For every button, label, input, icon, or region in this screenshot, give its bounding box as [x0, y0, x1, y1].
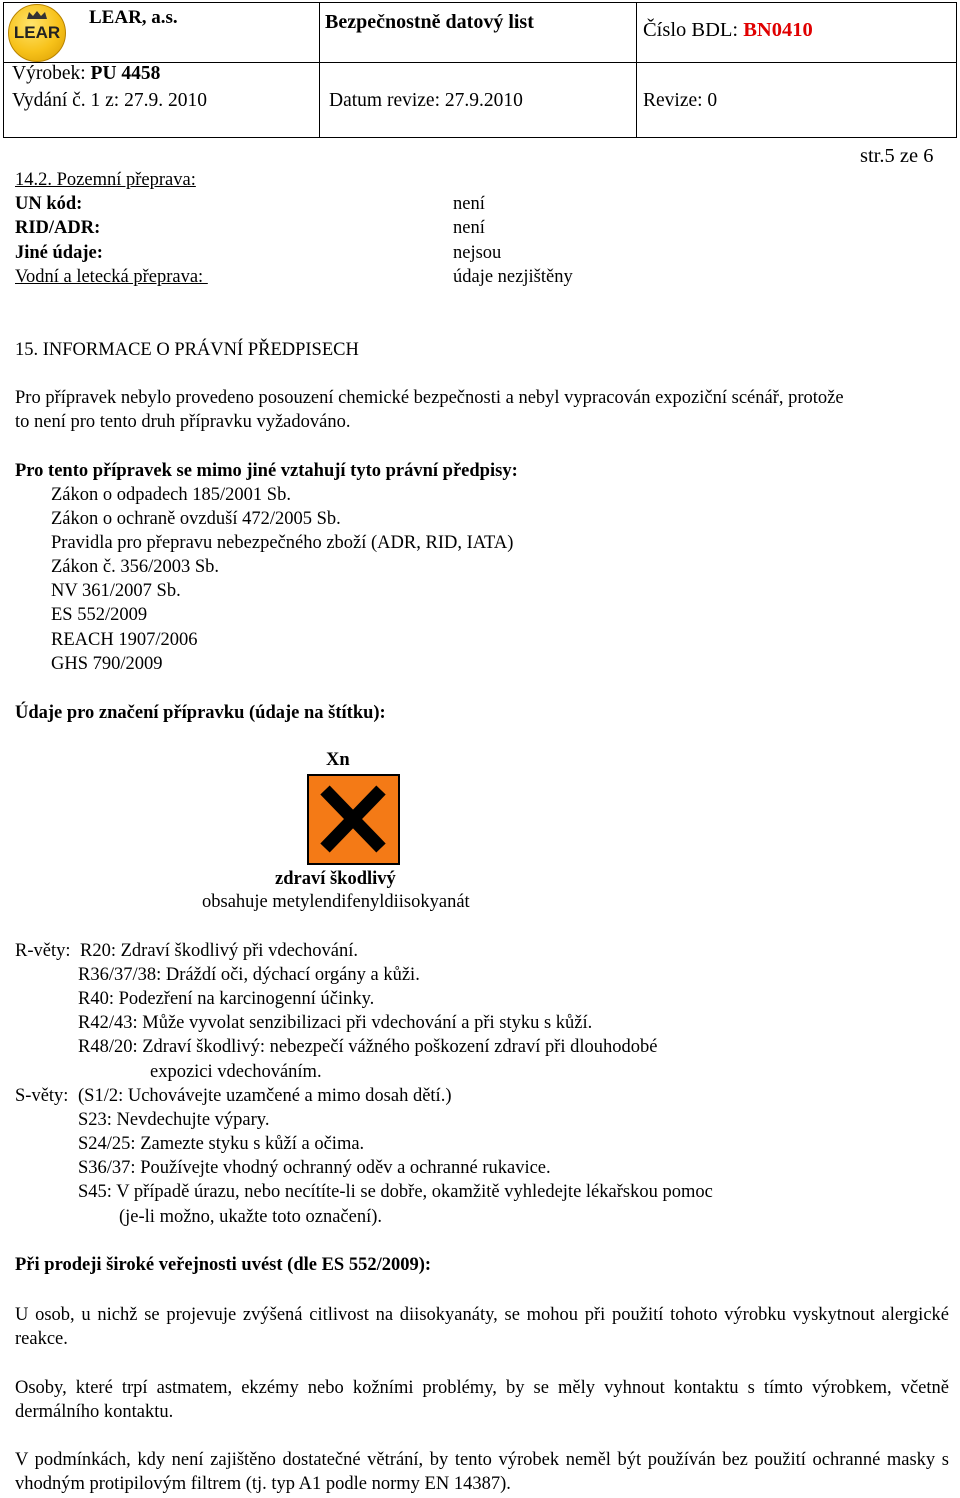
revision-date: Datum revize: 27.9.2010	[329, 90, 523, 111]
product-line	[12, 63, 160, 85]
row-value: není	[453, 218, 485, 238]
r-phrase: R42/43: Může vyvolat senzibilizaci při vdechování a při styku s kůží.	[78, 1013, 593, 1033]
product-label: Výrobek:	[12, 63, 91, 84]
cross-icon	[309, 776, 397, 862]
bdl-value: BN0410	[743, 19, 813, 41]
bdl-label: Číslo BDL:	[643, 19, 744, 41]
contains-text: obsahuje metylendifenyldiisokyanát	[202, 892, 470, 912]
s-phrase: (je-li možno, ukažte toto označení).	[119, 1207, 383, 1227]
intro-line: to není pro tento druh přípravku vyžadováno.	[15, 412, 351, 432]
r-phrase: R20: Zdraví škodlivý při vdechování.	[80, 941, 358, 961]
company-logo	[8, 4, 66, 62]
label-data-heading: Údaje pro značení přípravku (údaje na štítku):	[15, 703, 386, 723]
row-label: RID/ADR:	[15, 218, 101, 238]
company-name: LEAR, a.s.	[89, 7, 178, 28]
public-sale-paragraph: Osoby, které trpí astmatem, ekzémy nebo kožními problémy, by se měly vyhnout kontaktu s tímto výrobkem, včetně dermálního kontaktu.	[15, 1378, 949, 1423]
water-air-value: údaje nezjištěny	[453, 267, 573, 287]
regulation-item: ES 552/2009	[51, 605, 148, 625]
section-14-2-heading: 14.2. Pozemní přeprava:	[15, 170, 196, 190]
header-col-divider	[636, 2, 637, 138]
s-phrase: S36/37: Používejte vhodný ochranný oděv a ochranné rukavice.	[78, 1158, 551, 1178]
regulation-item: REACH 1907/2006	[51, 630, 198, 650]
regulation-item: Zákon č. 356/2003 Sb.	[51, 557, 220, 577]
row-label: Jiné údaje:	[15, 243, 103, 263]
logo-text: LEAR	[13, 23, 61, 42]
s-phrase: S23: Nevdechujte výpary.	[78, 1110, 270, 1130]
r-phrase: R48/20: Zdraví škodlivý: nebezpečí vážného poškození zdraví při dlouhodobé	[78, 1037, 658, 1057]
product-name: PU 4458	[90, 63, 161, 84]
document-title: Bezpečnostně datový list	[325, 11, 534, 33]
hazard-symbol-code: Xn	[326, 750, 350, 770]
hazard-symbol-name: zdraví škodlivý	[275, 869, 396, 889]
water-air-label: Vodní a letecká přeprava:	[15, 267, 208, 287]
regulation-item: NV 361/2007 Sb.	[51, 581, 181, 601]
regulation-item: Pravidla pro přepravu nebezpečného zboží (ADR, RID, IATA)	[51, 533, 514, 553]
intro-line: Pro přípravek nebylo provedeno posouzení chemické bezpečnosti a nebyl vypracován expoziční scénář, protože	[15, 388, 844, 408]
s-phrase: (S1/2: Uchovávejte uzamčené a mimo dosah dětí.)	[78, 1086, 452, 1106]
row-value: není	[453, 194, 485, 214]
row-value: nejsou	[453, 243, 502, 263]
regulation-item: Zákon o odpadech 185/2001 Sb.	[51, 485, 291, 505]
regulation-item: Zákon o ochraně ovzduší 472/2005 Sb.	[51, 509, 341, 529]
page-number: str.5 ze 6	[860, 145, 934, 167]
public-sale-heading: Při prodeji široké veřejnosti uvést (dle ES 552/2009):	[15, 1255, 432, 1275]
issue-date: Vydání č. 1 z: 27.9. 2010	[12, 90, 207, 111]
row-label: UN kód:	[15, 194, 83, 214]
header-col-divider	[319, 2, 320, 138]
hazard-symbol	[307, 774, 400, 865]
regulations-heading: Pro tento přípravek se mimo jiné vztahují tyto právní předpisy:	[15, 461, 518, 481]
section-15-heading: 15. INFORMACE O PRÁVNÍ PŘEDPISECH	[15, 340, 359, 360]
public-sale-paragraph: V podmínkách, kdy není zajištěno dostatečné větrání, by tento výrobek neměl být používán bez použití ochranné masky s vhodným protipilovým filtrem (tj. typ A1 podle normy EN 14387).	[15, 1450, 949, 1495]
r-phrase: R36/37/38: Dráždí oči, dýchací orgány a kůži.	[78, 965, 420, 985]
crown-icon	[26, 10, 48, 20]
r-phrase: R40: Podezření na karcinogenní účinky.	[78, 989, 375, 1009]
s-phrase: S24/25: Zamezte styku s kůží a očima.	[78, 1134, 365, 1154]
regulation-item: GHS 790/2009	[51, 654, 163, 674]
r-phrase: expozici vdechováním.	[150, 1062, 322, 1082]
public-sale-paragraph: U osob, u nichž se projevuje zvýšená citlivost na diisokyanáty, se mohou při použití tohoto výrobku vyskytnout alergické reakce.	[15, 1305, 949, 1350]
revision-number: Revize: 0	[643, 90, 718, 111]
bdl-number	[643, 19, 813, 42]
r-phrases-label: R-věty:	[15, 941, 76, 961]
s-phrases-label: S-věty:	[15, 1086, 74, 1106]
s-phrase: S45: V případě úrazu, nebo necítíte-li se dobře, okamžitě vyhledejte lékařskou pomoc	[78, 1182, 713, 1202]
